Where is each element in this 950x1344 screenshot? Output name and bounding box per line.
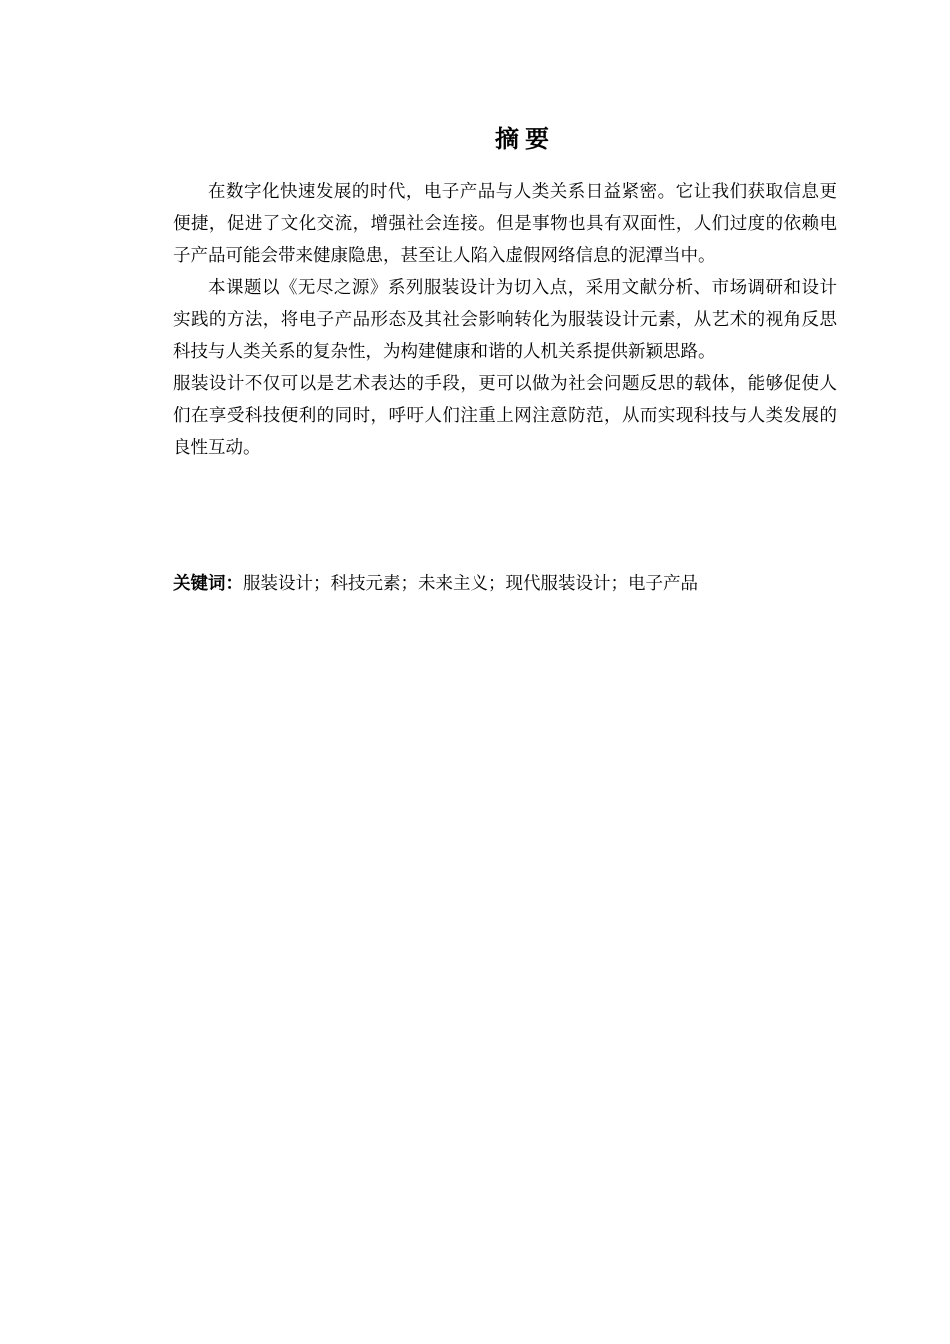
paragraph-3: 服装设计不仅可以是艺术表达的手段，更可以做为社会问题反思的载体，能够促使人们在享受科技便利的同时，呼吁人们注重上网注意防范，从而实现科技与人类发展的良性互动。 <box>173 374 837 458</box>
paragraph-1: 在数字化快速发展的时代，电子产品与人类关系日益紧密。它让我们获取信息更便捷，促进了文化交流，增强社会连接。但是事物也具有双面性，人们过度的依赖电子产品可能会带来健康隐患，甚至让人陷入虚假网络信息的泥潭当中。 <box>173 182 837 266</box>
keywords-line <box>173 568 837 600</box>
abstract-body <box>173 176 837 464</box>
keywords-label: 关键词： <box>173 574 243 594</box>
page-title: 摘要 <box>495 125 555 153</box>
paragraph-2: 本课题以《无尽之源》系列服装设计为切入点，采用文献分析、市场调研和设计实践的方法，将电子产品形态及其社会影响转化为服装设计元素，从艺术的视角反思科技与人类关系的复杂性，为构建健康和谐的人机关系提供新颖思路。 <box>173 278 837 362</box>
keywords-text: 服装设计；科技元素；未来主义；现代服装设计；电子产品 <box>243 574 698 594</box>
